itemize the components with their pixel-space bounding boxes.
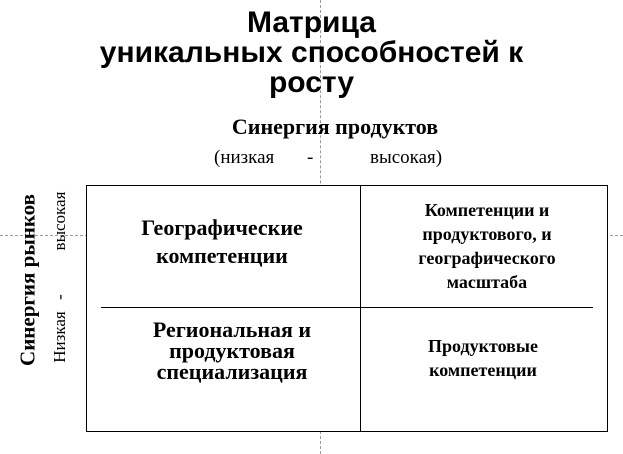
x-axis-label: Синергия продуктов: [231, 114, 439, 139]
y-axis-label: Синергия рынков: [15, 194, 40, 366]
y-axis-range-high: высокая: [50, 191, 69, 251]
title-line-3: росту: [268, 66, 355, 99]
cell-regional-product-specialization: Региональная и продуктовая специализация: [152, 317, 312, 384]
matrix-vertical-divider: [360, 186, 361, 431]
y-axis-range-low: Низкая: [50, 311, 69, 363]
competence-matrix: [86, 185, 608, 432]
cell-geographic-competencies: Географические компетенции: [141, 215, 303, 268]
title-line-2: уникальных способностей к: [99, 36, 524, 69]
x-axis-range-high: высокая): [370, 147, 443, 168]
x-axis-range-dash: -: [307, 147, 314, 168]
cell-product-competencies: Продуктовые компетенции: [428, 336, 538, 380]
x-axis-range-low: (низкая: [214, 147, 275, 168]
y-axis-range-dash: -: [50, 294, 69, 300]
matrix-horizontal-divider: [101, 307, 593, 308]
title-line-1: Матрица: [247, 6, 376, 39]
cell-product-and-geographic-competencies: Компетенции и продуктового, и географического масштаба: [418, 200, 556, 292]
diagram-title: [0, 8, 623, 98]
